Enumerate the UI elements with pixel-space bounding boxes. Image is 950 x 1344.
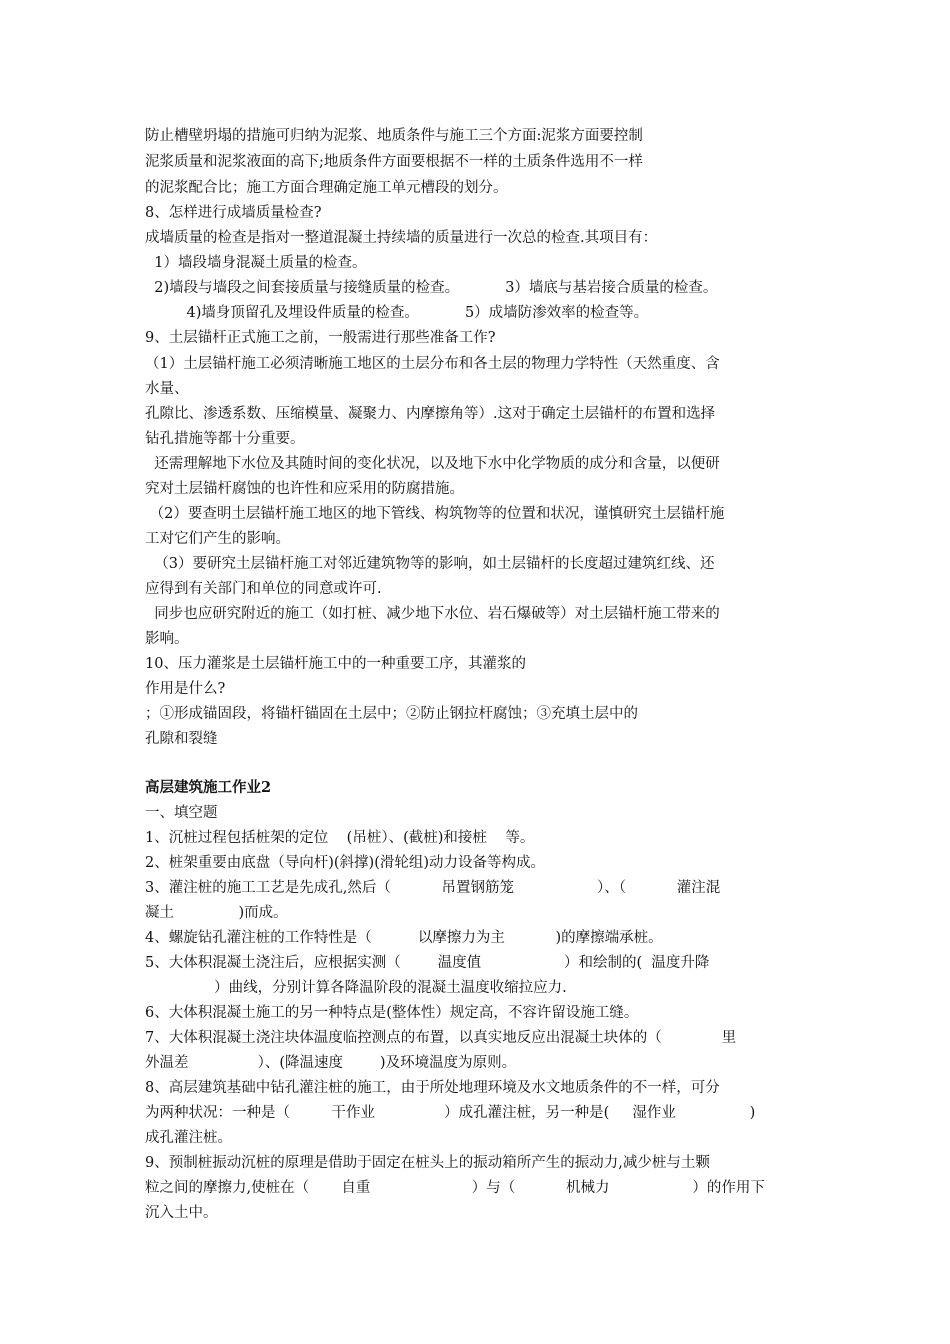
text-line: 成墙质量的检查是指对一整道混凝土持续墙的质量进行一次总的检查.其项目有：: [145, 230, 658, 246]
text-line: 水量、: [145, 381, 189, 397]
text-line: 8、高层建筑基础中钻孔灌注桩的施工，由于所处地理环境及水文地质条件的不一样，可分: [145, 1080, 720, 1096]
text-line: 泥浆质量和泥浆液面的高下;地质条件方面要根据不一样的土质条件选用不一样: [145, 154, 643, 170]
text-line: 4、螺旋钻孔灌注桩的工作特性是（ 以摩擦力为主 )的摩擦端承桩。: [145, 930, 663, 946]
text-line: 沉入土中。: [145, 1205, 218, 1221]
text-line: 1、沉桩过程包括桩架的定位 (吊桩）、(截桩)和接桩 等。: [145, 830, 535, 846]
text-line: 5、大体积混凝土浇注后，应根据实测（ 温度值 ）和绘制的( 温度升降: [145, 955, 710, 971]
text-line: 粒之间的摩擦力,使桩在（ 自重 ）与（ 机械力 ）的作用下: [145, 1180, 765, 1196]
text-line: ；①形成锚固段，将锚杆锚固在土层中；②防止钢拉杆腐蚀；③充填土层中的: [145, 706, 638, 722]
question-heading: 10、压力灌浆是土层锚杆施工中的一种重要工序，其灌浆的: [145, 656, 526, 672]
text-line: 成孔灌注桩。: [145, 1130, 232, 1146]
text-line: 孔隙和裂缝: [145, 731, 218, 747]
text-line: 钻孔措施等都十分重要。: [145, 431, 305, 447]
text-line: ）曲线，分别计算各降温阶段的混凝土温度收缩拉应力.: [145, 980, 567, 996]
text-line: 究对土层锚杆腐蚀的也许性和应采用的防腐措施。: [145, 481, 464, 497]
section-subheading: 一、填空题: [145, 805, 218, 821]
text-line: 3、灌注桩的施工工艺是先成孔,然后（ 吊置钢筋笼 ）、（ 灌注混: [145, 880, 721, 896]
question-heading: 8、怎样进行成墙质量检查?: [145, 205, 322, 221]
text-line: （1）土层锚杆施工必须清晰施工地区的土层分布和各土层的物理力学特性（天然重度、含: [145, 356, 720, 372]
text-line: 凝土 )而成。: [145, 905, 288, 921]
text-line: 2、桩架重要由底盘（导向杆)(斜撑)(滑轮组)动力设备等构成。: [145, 855, 546, 871]
text-line: 4)墙身顶留孔及埋设件质量的检查。 5）成墙防渗效率的检查等。: [145, 305, 649, 321]
text-line: 同步也应研究附近的施工（如打桩、减少地下水位、岩石爆破等）对土层锚杆施工带来的: [145, 606, 720, 622]
text-line: 2)墙段与墙段之间套接质量与接缝质量的检查。 3）墙底与基岩接合质量的检查。: [145, 280, 718, 296]
text-line: 6、大体积混凝土施工的另一种特点是(整体性）规定高，不容许留设施工缝。: [145, 1005, 639, 1021]
text-line: 工对它们产生的影响。: [145, 531, 290, 547]
text-line: 孔隙比、渗透系数、压缩模量、凝聚力、内摩擦角等）.这对于确定土层锚杆的布置和选择: [145, 406, 716, 422]
text-line: 1）墙段墙身混凝土质量的检查。: [145, 255, 367, 271]
text-line: 外温差 ）、(降温速度 )及环境温度为原则。: [145, 1055, 517, 1071]
text-line: （2）要查明土层锚杆施工地区的地下管线、构筑物等的位置和状况，谨慎研究土层锚杆施: [145, 506, 725, 522]
section-title: 高层建筑施工作业2: [145, 779, 272, 796]
text-line: 7、大体积混凝土浇注块体温度临控测点的布置，以真实地反应出混凝土块体的（ 里: [145, 1030, 737, 1046]
text-line: 还需理解地下水位及其随时间的变化状况，以及地下水中化学物质的成分和含量，以便研: [145, 456, 720, 472]
text-line: 防止槽壁坍塌的措施可归纳为泥浆、地质条件与施工三个方面:泥浆方面要控制: [145, 128, 643, 144]
text-line: 9、预制桩振动沉桩的原理是借助于固定在桩头上的振动箱所产生的振动力,减少桩与土颗: [145, 1155, 710, 1171]
text-line: 影响。: [145, 631, 189, 647]
text-line: 为两种状况：一种是（ 干作业 ）成孔灌注桩，另一种是( 湿作业 ): [145, 1105, 756, 1121]
text-line: 应得到有关部门和单位的同意或许可.: [145, 581, 382, 597]
text-line: 的泥浆配合比；施工方面合理确定施工单元槽段的划分。: [145, 180, 508, 196]
text-line: 作用是什么?: [145, 681, 226, 697]
question-heading: 9、土层锚杆正式施工之前，一般需进行那些准备工作?: [145, 330, 496, 346]
text-line: （3）要研究土层锚杆施工对邻近建筑物等的影响，如土层锚杆的长度超过建筑红线、还: [145, 556, 715, 572]
